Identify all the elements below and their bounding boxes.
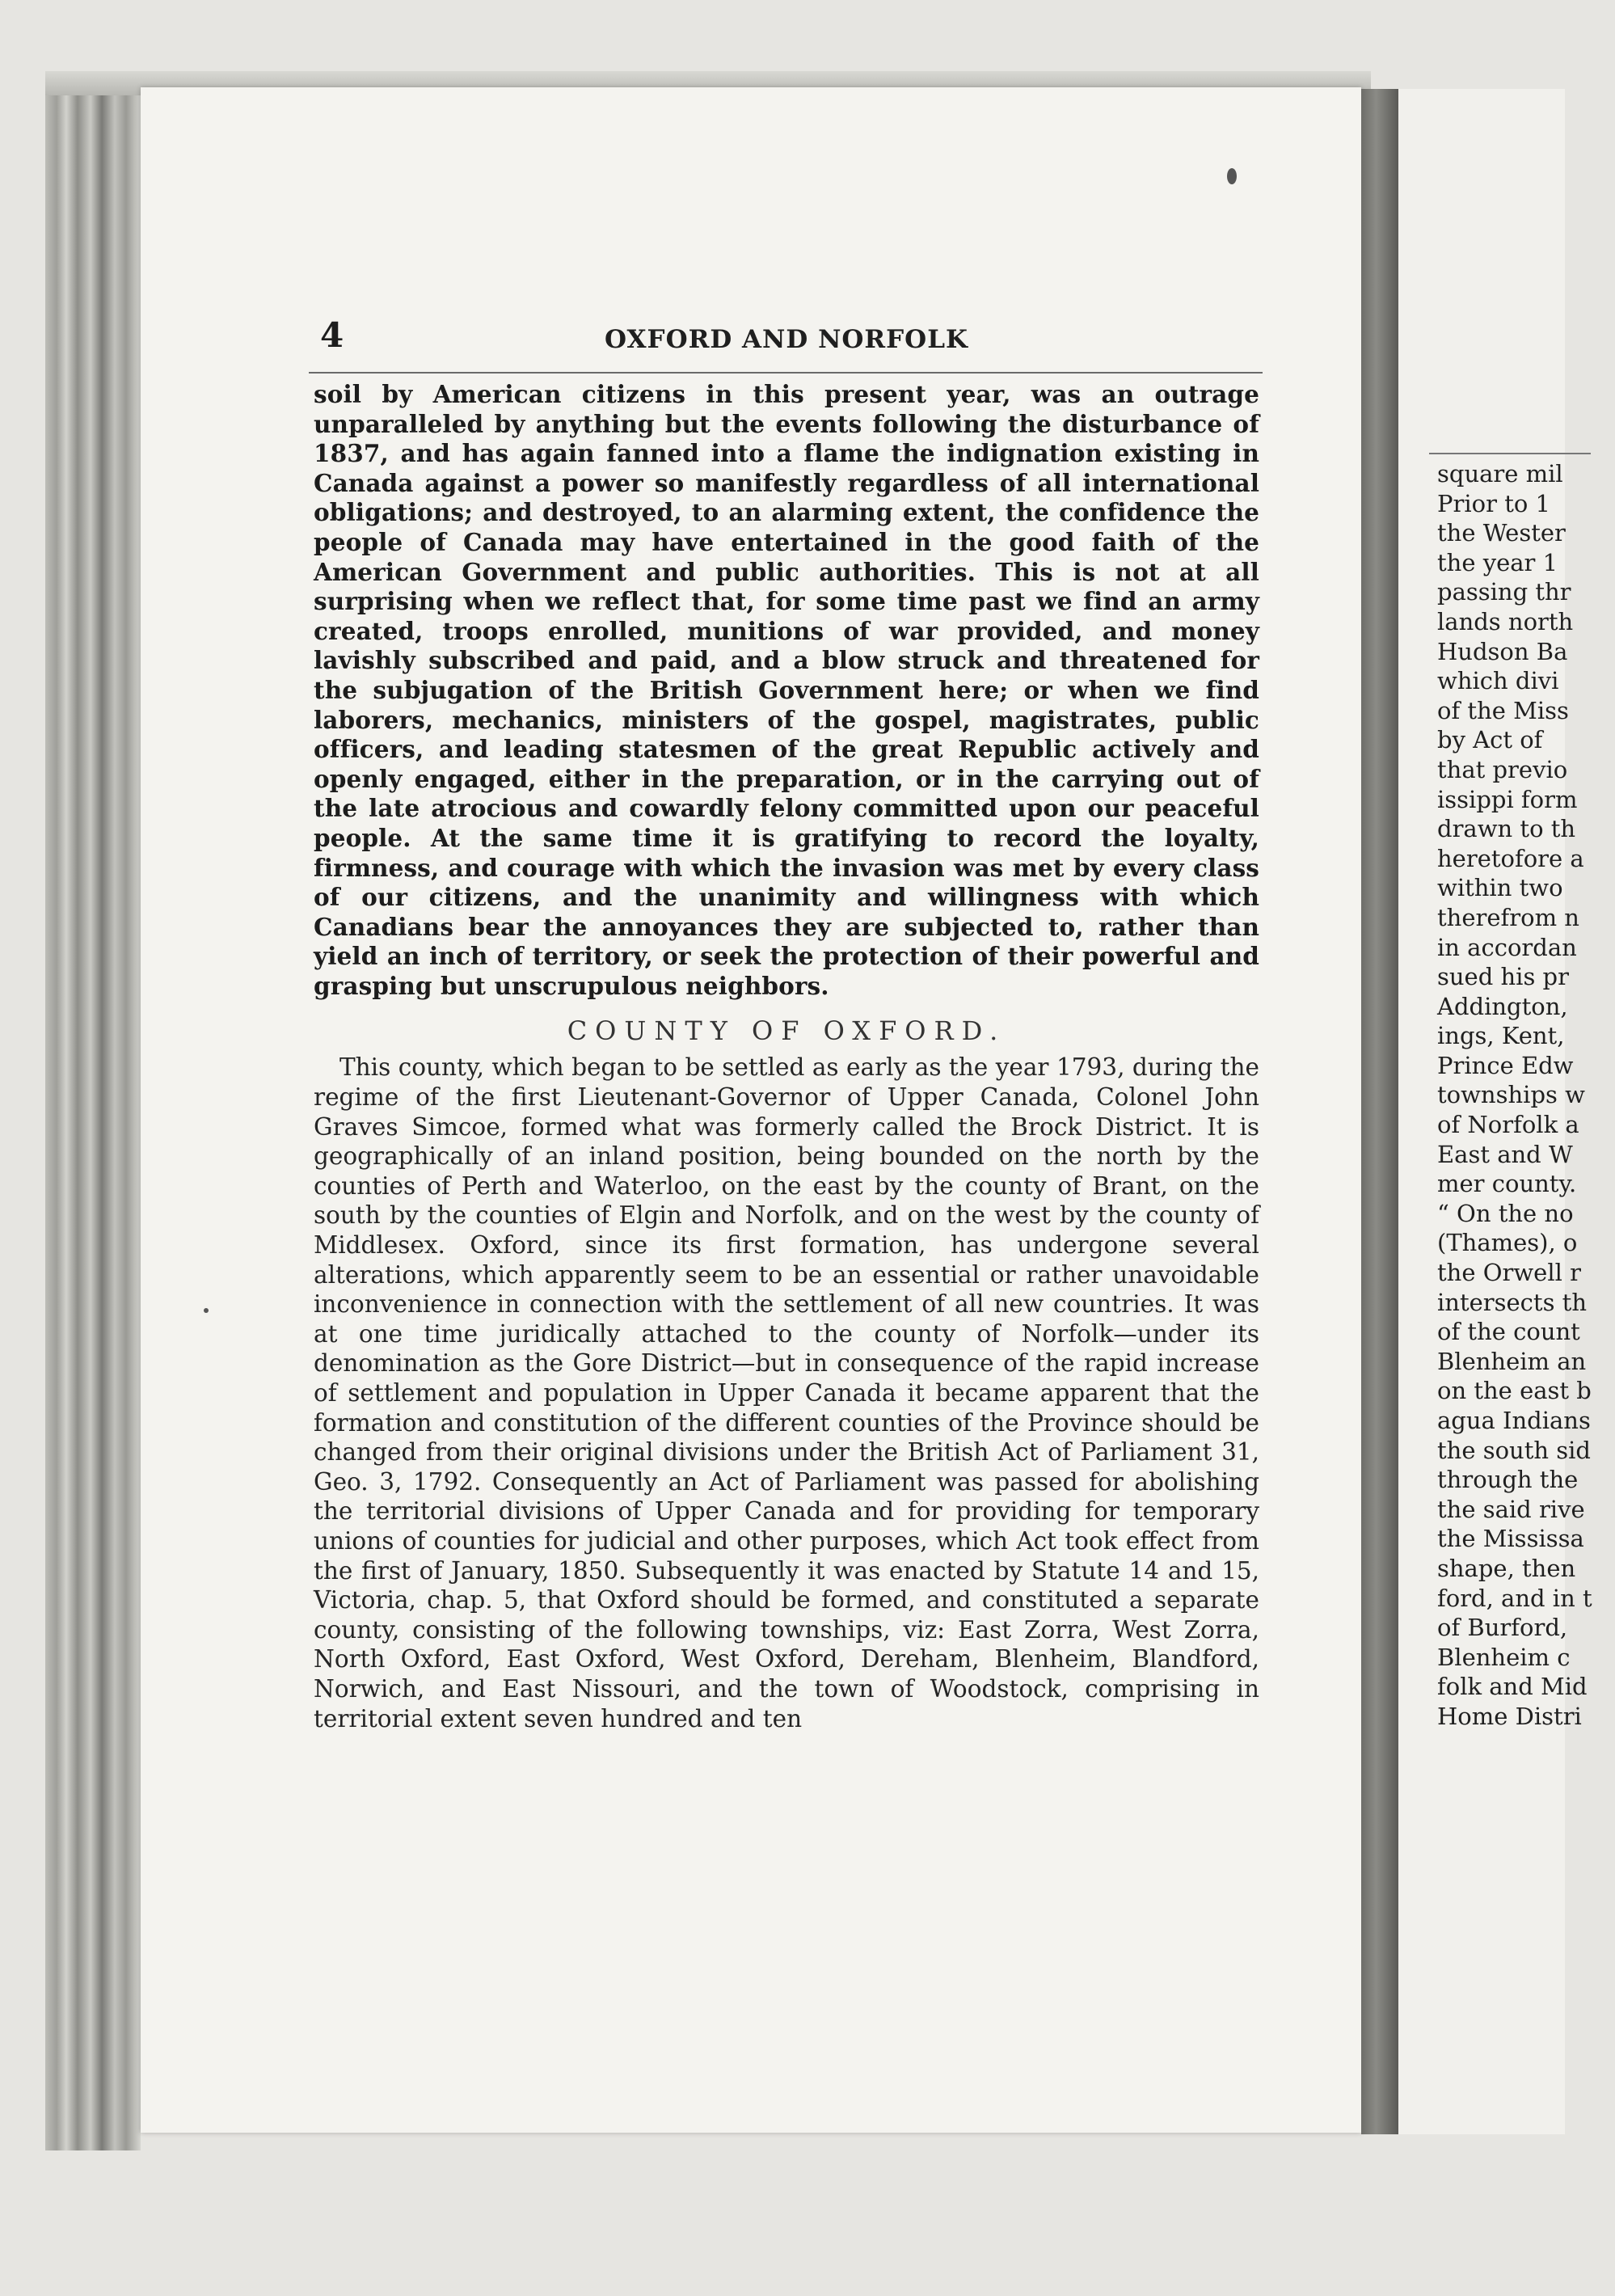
facing-page-line: folk and Mid: [1437, 1673, 1588, 1701]
facing-page-line: “ On the no: [1437, 1199, 1574, 1227]
facing-page-line: passing thr: [1437, 578, 1571, 606]
running-title: OXFORD AND NORFOLK: [605, 325, 968, 354]
facing-page-line: sued his pr: [1437, 963, 1569, 991]
header-rule: [309, 372, 1263, 374]
facing-page-line: mer county.: [1437, 1170, 1577, 1198]
scan-speck: [1227, 168, 1237, 184]
facing-page-line: the year 1: [1437, 548, 1558, 576]
facing-page-line: by Act of: [1437, 726, 1543, 754]
facing-page-text-column: [1437, 404, 1615, 1732]
facing-page-line: East and W: [1437, 1140, 1573, 1168]
page-header: [314, 315, 1259, 367]
facing-page-line: ford, and in t: [1437, 1584, 1592, 1612]
book-gutter: [1361, 89, 1398, 2134]
facing-page-line: intersects th: [1437, 1288, 1588, 1316]
page-number: 4: [320, 315, 344, 355]
facing-page-line: of Burford,: [1437, 1614, 1568, 1642]
right-page: [1398, 89, 1592, 2134]
facing-page-line: the Wester: [1437, 519, 1566, 547]
facing-page-line: square mil: [1437, 460, 1563, 487]
facing-page-line: Blenheim c: [1437, 1643, 1571, 1671]
facing-page-line: of Norfolk a: [1437, 1111, 1579, 1139]
facing-page-line: the said rive: [1437, 1495, 1585, 1523]
facing-page-line: within two: [1437, 874, 1563, 902]
facing-page-line: of the count: [1437, 1318, 1580, 1346]
facing-page-line: Prince Edw: [1437, 1051, 1574, 1079]
paragraph-county-of-oxford: This county, which began to be settled as early as the year 1793, during the regime of the first Lieutenant-Governor of Upper Canada, Colonel John Graves Simcoe, formed what was formerly called the Brock District. It is geographically of an inland position, being bounded on the north by the counties of Perth and Waterloo, on the east by the county of Brant, on the south by the counties of Elgin and Norfolk, and on the west by the county of Middlesex. Oxford, since its first formation, has undergone several alterations, which apparently seem to be an essential or rather unavoidable inconvenience in connection with the settlement of all new countries. It was at one time juridically attached to the county of Norfolk—under its denomination as the Gore District—but in consequence of the rapid increase of settlement and population in Upper Canada it became apparent that the formation and constitution of the different counties of the Province should be changed from their original divisions under the British Act of Parliament 31, Geo. 3, 1792. Consequently an Act of Parliament was passed for abolishing the territorial divisions of Upper Canada and for providing for temporary unions of counties for judicial and other purposes, which Act took effect from the first of January, 1850. Subsequently it was enacted by Statute 14 and 15, Victoria, chap. 5, that Oxford should be formed, and constituted a separate county, consisting of the following townships, viz: East Zorra, West Zorra, North Oxford, East Oxford, West Oxford, Dereham, Blenheim, Blandford, Norwich, and East Nissouri, and the town of Woodstock, comprising in territorial extent seven hundred and ten: [314, 1053, 1259, 1733]
facing-page-line: through the: [1437, 1466, 1579, 1494]
facing-page-line: that previo: [1437, 755, 1568, 783]
facing-page-line: lands north: [1437, 607, 1574, 635]
scan-speck: [204, 1308, 209, 1313]
facing-page-line: on the east b: [1437, 1377, 1592, 1405]
facing-page-line: ings, Kent,: [1437, 1022, 1565, 1050]
facing-page-line: issippi form: [1437, 785, 1578, 813]
section-heading: COUNTY OF OXFORD.: [567, 1015, 1006, 1047]
facing-page-line: in accordan: [1437, 933, 1577, 961]
facing-page-line: Hudson Ba: [1437, 637, 1568, 665]
facing-page-line: therefrom n: [1437, 903, 1579, 931]
facing-page-line: Blenheim an: [1437, 1347, 1587, 1375]
facing-page-line: shape, then: [1437, 1554, 1576, 1582]
facing-page-header-rule: [1429, 453, 1591, 454]
facing-page-line: which divi: [1437, 667, 1559, 695]
paragraph-intro: soil by American citizens in this present year, was an outrage unparalleled by anything but the events following the disturbance of 1837, and has again fanned into a flame the indignation existing in Canada against a power so manifestly regardless of all international obligations; and destroyed, to an alarming extent, the confidence the people of Canada may have entertained in the good faith of the American Government and public authorities. This is not at all surprising when we reflect that, for some time past we find an army created, troops enrolled, munitions of war provided, and money lavishly subscribed and paid, and a blow struck and threatened for the subjugation of the British Government here; or when we find laborers, mechanics, ministers of the gospel, magistrates, public officers, and leading statesmen of the great Republic actively and openly engaged, either in the preparation, or in the carrying out of the late atrocious and cowardly felony committed upon our peaceful people. At the same time it is gratifying to record the loyalty, firmness, and courage with which the invasion was met by every class of our citizens, and the unanimity and willingness with which Canadians bear the annoyances they are subjected to, rather than yield an inch of territory, or seek the protection of their powerful and grasping but unscrupulous neighbors.: [314, 380, 1259, 1000]
facing-page-line: Addington,: [1437, 992, 1568, 1020]
facing-page-line: Prior to 1: [1437, 489, 1550, 517]
facing-page-line: agua Indians: [1437, 1407, 1591, 1434]
facing-page-line: drawn to th: [1437, 815, 1576, 843]
facing-page-line: of the Miss: [1437, 696, 1569, 724]
facing-page-line: the Mississa: [1437, 1525, 1584, 1553]
facing-page-line: the south sid: [1437, 1436, 1592, 1464]
facing-page-line: (Thames), o: [1437, 1229, 1578, 1257]
book-edge-left: [45, 81, 141, 2150]
page-content: [314, 315, 1259, 1733]
facing-page-line: Home Distri: [1437, 1702, 1582, 1730]
facing-page-line: townships w: [1437, 1081, 1585, 1109]
facing-page-line: heretofore a: [1437, 844, 1584, 872]
facing-page-line: the Orwell r: [1437, 1259, 1581, 1287]
